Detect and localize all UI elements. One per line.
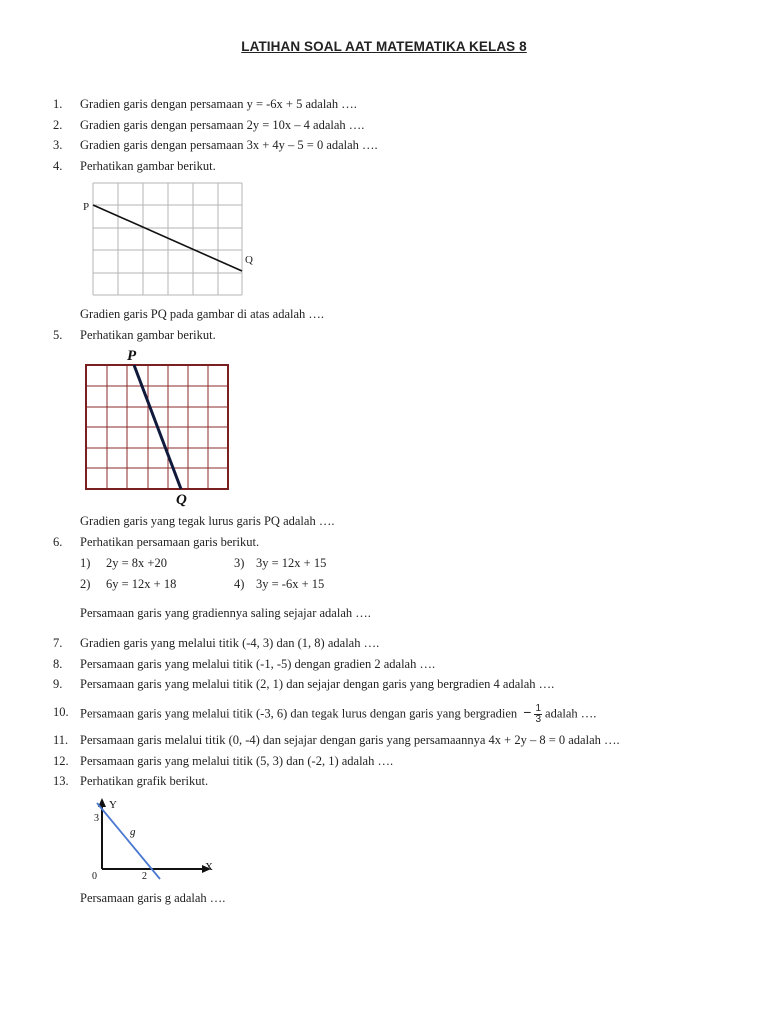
question-number: 6.: [53, 535, 63, 549]
question-4-follow: Gradien garis PQ pada gambar di atas adalah ….: [80, 307, 325, 321]
y-intercept-label: 3: [94, 813, 99, 824]
point-q-label: Q: [245, 254, 253, 266]
figure-13-graph: [80, 795, 220, 885]
option-number: 2): [80, 577, 91, 591]
question-text: Persamaan garis melalui titik (0, -4) dan sejajar dengan garis yang persamaannya 4x + 2y – 8 = 0 adalah ….: [80, 733, 620, 747]
question-text: Persamaan garis yang melalui titik (2, 1) dan sejajar dengan garis yang bergradien 4 adalah ….: [80, 677, 555, 691]
question-number: 11.: [53, 733, 69, 747]
question-text: Persamaan garis yang melalui titik (-1, -5) dengan gradien 2 adalah ….: [80, 657, 436, 671]
question-number: 2.: [53, 118, 63, 132]
point-p-label: P: [83, 201, 90, 213]
question-text-after: adalah ….: [545, 706, 597, 721]
fraction-sign: −: [523, 704, 532, 721]
grid-lines: [93, 183, 242, 295]
question-13-follow: Persamaan garis g adalah ….: [80, 891, 226, 905]
point-q-label: Q: [176, 492, 187, 508]
question-text: Perhatikan gambar berikut.: [80, 328, 216, 342]
question-text: Persamaan garis yang melalui titik (5, 3) dan (-2, 1) adalah ….: [80, 754, 394, 768]
question-number: 5.: [53, 328, 63, 342]
question-text: Gradien garis dengan persamaan 3x + 4y – 5 = 0 adalah ….: [80, 138, 378, 152]
question-number: 1.: [53, 97, 63, 111]
question-number: 13.: [53, 774, 69, 788]
fraction-numerator: 1: [535, 703, 542, 714]
option-2: [80, 576, 177, 592]
option-number: 1): [80, 556, 91, 570]
question-number: 9.: [53, 677, 63, 691]
figure-5-grid: [80, 345, 240, 510]
question-text: Perhatikan gambar berikut.: [80, 159, 216, 173]
x-axis-label: X: [205, 861, 213, 873]
fraction: [534, 704, 542, 725]
question-text: Gradien garis dengan persamaan 2y = 10x – 4 adalah ….: [80, 118, 365, 132]
question-text: Perhatikan grafik berikut.: [80, 774, 209, 788]
x-intercept-label: 2: [142, 871, 147, 882]
option-equation: 2y = 8x +20: [106, 556, 167, 570]
option-equation: 6y = 12x + 18: [106, 577, 177, 591]
question-text: Perhatikan persamaan garis berikut.: [80, 535, 260, 549]
question-5-follow: Gradien garis yang tegak lurus garis PQ adalah ….: [80, 514, 335, 528]
line-g: [97, 803, 160, 879]
figure-4-grid: [80, 180, 270, 300]
fraction-denominator: 3: [535, 714, 542, 725]
option-3: [234, 555, 327, 571]
page-title: LATIHAN SOAL AAT MATEMATIKA KELAS 8: [241, 39, 527, 54]
question-number: 12.: [53, 754, 69, 768]
option-1: [80, 555, 167, 571]
option-equation: 3y = -6x + 15: [256, 577, 325, 591]
point-p-label: P: [127, 348, 137, 364]
question-text: Gradien garis yang melalui titik (-4, 3) dan (1, 8) adalah ….: [80, 636, 380, 650]
y-axis-label: Y: [109, 799, 117, 811]
origin-label: 0: [92, 871, 97, 882]
option-number: 4): [234, 577, 245, 591]
question-text-group: [80, 704, 596, 725]
option-number: 3): [234, 556, 245, 570]
option-4: [234, 576, 325, 592]
question-number: 10.: [53, 705, 69, 719]
question-number: 3.: [53, 138, 63, 152]
question-6-follow: Persamaan garis yang gradiennya saling sejajar adalah ….: [80, 606, 371, 620]
option-equation: 3y = 12x + 15: [256, 556, 327, 570]
question-text: Persamaan garis yang melalui titik (-3, 6) dan tegak lurus dengan garis yang bergradien: [80, 706, 518, 721]
question-text: Gradien garis dengan persamaan y = -6x + 5 adalah ….: [80, 97, 357, 111]
line-g-label: g: [130, 826, 136, 838]
question-number: 7.: [53, 636, 63, 650]
question-number: 8.: [53, 657, 63, 671]
question-number: 4.: [53, 159, 63, 173]
